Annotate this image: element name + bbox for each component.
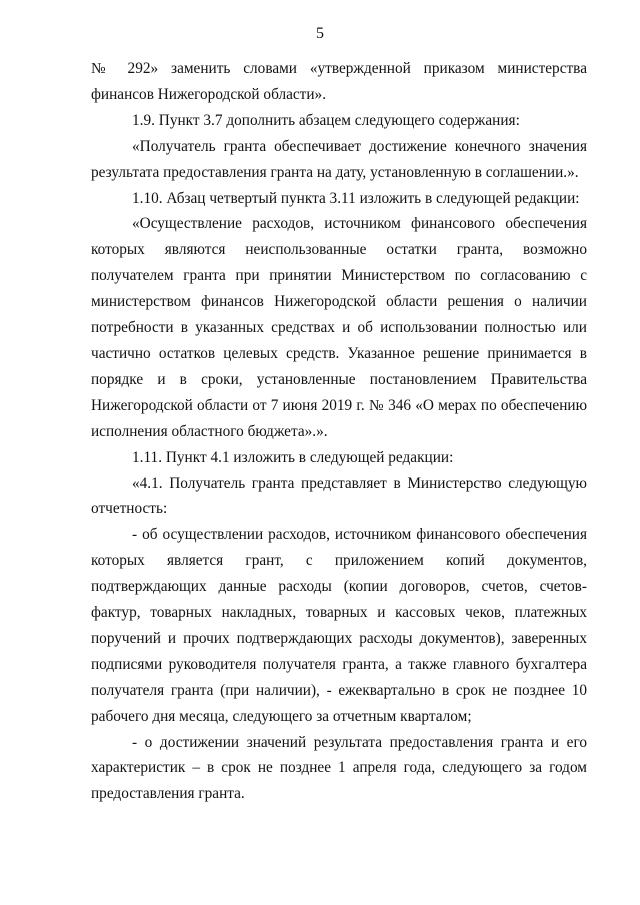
paragraph-list-item-results: - о достижении значений результата предоставления гранта и его характеристик – в срок не позднее 1 апреля года, следующего за годом предоставления гранта. (91, 733, 587, 803)
paragraph-list-item-expenses: - об осуществлении расходов, источником финансового обеспечения которых является грант, с приложением копий документов, подтверждающих данные расходы (копии договоров, счетов, счетов-фактур, товарных накладных, товарных и кассовых чеков, платежных поручений и прочих подтверждающих расходы документов), заверенных подписями руководителя получателя гранта, а также главного бухгалтера получателя гранта (при наличии), - ежеквартально в срок не позднее 10 рабочего дня месяца, следующего за отчетным кварталом; (91, 526, 587, 725)
paragraph-continuation: № 292» заменить словами «утвержденной приказом министерства финансов Нижегородской области». (91, 60, 587, 103)
paragraph-item-1-9: 1.9. Пункт 3.7 дополнить абзацем следующего содержания: (132, 111, 520, 129)
paragraph-quote-3-11: «Осуществление расходов, источником финансового обеспечения которых являются неиспользованные остатки гранта, возможно получателем гранта при принятии Министерством по согласованию с министерством финансов Нижегородской области решения о наличии потребности в указанных средствах и об использовании полностью или частично остатков целевых средств. Указанное решение принимается в порядке и в сроки, установленные постановлением Правительства Нижегородской области от 7 июня 2019 г. № 346 «О мерах по обеспечению исполнения областного бюджета».». (91, 215, 587, 440)
paragraph-item-1-11: 1.11. Пункт 4.1 изложить в следующей редакции: (132, 448, 454, 466)
paragraph-quote-3-7: «Получатель гранта обеспечивает достижение конечного значения результата предоставления гранта на дату, установленную в соглашении.». (91, 137, 587, 181)
document-body (91, 56, 587, 807)
page-number: 5 (316, 25, 324, 42)
paragraph-item-1-10: 1.10. Абзац четвертый пункта 3.11 изложить в следующей редакции: (132, 189, 580, 207)
paragraph-quote-4-1: «4.1. Получатель гранта представляет в Министерство следующую отчетность: (91, 474, 587, 518)
